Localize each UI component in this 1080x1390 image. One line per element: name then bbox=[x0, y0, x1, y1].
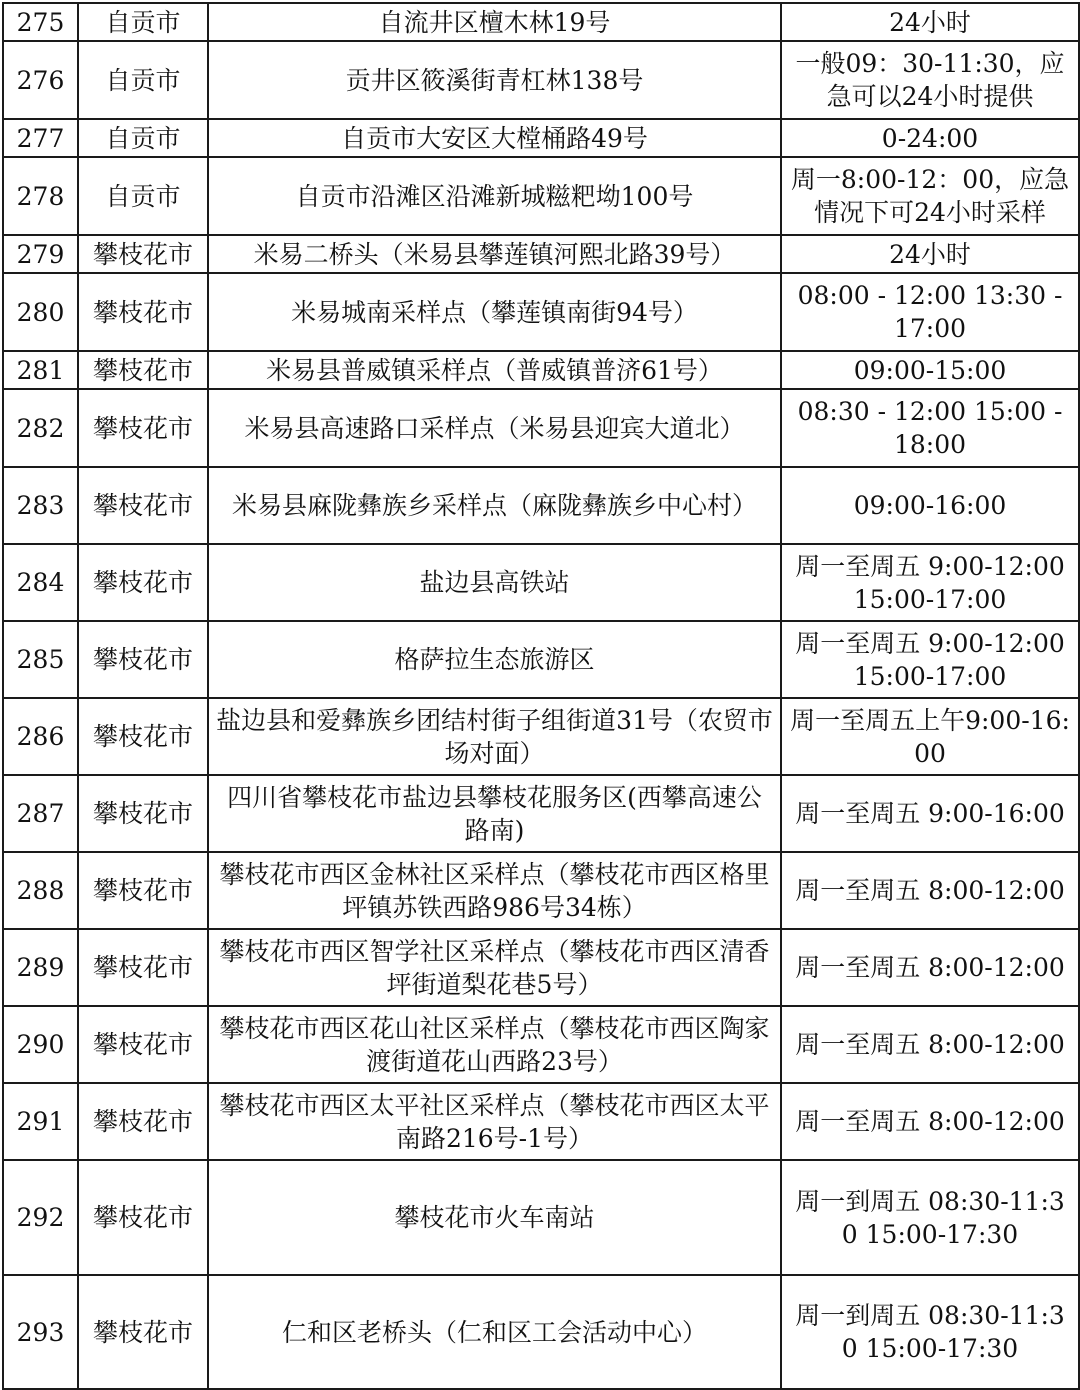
row-city: 自贡市 bbox=[78, 157, 208, 235]
row-hours: 周一至周五 8:00-12:00 bbox=[781, 929, 1079, 1006]
row-address: 攀枝花市火车南站 bbox=[208, 1160, 781, 1275]
table-row bbox=[3, 235, 1079, 273]
row-city: 攀枝花市 bbox=[78, 389, 208, 467]
row-number: 292 bbox=[3, 1160, 78, 1275]
row-city: 攀枝花市 bbox=[78, 775, 208, 852]
row-address: 贡井区筱溪街青杠林138号 bbox=[208, 41, 781, 119]
row-hours: 0-24:00 bbox=[781, 119, 1079, 157]
row-address: 盐边县高铁站 bbox=[208, 544, 781, 621]
table-row bbox=[3, 698, 1079, 775]
row-hours: 24小时 bbox=[781, 3, 1079, 41]
row-address: 米易县高速路口采样点（米易县迎宾大道北） bbox=[208, 389, 781, 467]
row-address: 四川省攀枝花市盐边县攀枝花服务区(西攀高速公路南) bbox=[208, 775, 781, 852]
row-number: 280 bbox=[3, 273, 78, 351]
row-city: 自贡市 bbox=[78, 3, 208, 41]
table-row bbox=[3, 852, 1079, 929]
row-city: 自贡市 bbox=[78, 119, 208, 157]
row-city: 自贡市 bbox=[78, 41, 208, 119]
row-number: 293 bbox=[3, 1275, 78, 1389]
row-number: 288 bbox=[3, 852, 78, 929]
sampling-sites-table bbox=[2, 2, 1080, 1390]
row-number: 282 bbox=[3, 389, 78, 467]
row-hours: 24小时 bbox=[781, 235, 1079, 273]
row-number: 285 bbox=[3, 621, 78, 698]
row-number: 290 bbox=[3, 1006, 78, 1083]
row-city: 攀枝花市 bbox=[78, 273, 208, 351]
row-city: 攀枝花市 bbox=[78, 1275, 208, 1389]
row-number: 279 bbox=[3, 235, 78, 273]
row-number: 275 bbox=[3, 3, 78, 41]
row-address: 攀枝花市西区花山社区采样点（攀枝花市西区陶家渡街道花山西路23号） bbox=[208, 1006, 781, 1083]
row-hours: 周一到周五 08:30-11:30 15:00-17:30 bbox=[781, 1160, 1079, 1275]
row-city: 攀枝花市 bbox=[78, 621, 208, 698]
row-number: 278 bbox=[3, 157, 78, 235]
row-address: 米易城南采样点（攀莲镇南街94号） bbox=[208, 273, 781, 351]
table-body bbox=[3, 3, 1079, 1389]
row-address: 盐边县和爱彝族乡团结村街子组街道31号（农贸市场对面） bbox=[208, 698, 781, 775]
row-hours: 09:00-15:00 bbox=[781, 351, 1079, 389]
table-row bbox=[3, 3, 1079, 41]
row-hours: 周一到周五 08:30-11:30 15:00-17:30 bbox=[781, 1275, 1079, 1389]
row-hours: 09:00-16:00 bbox=[781, 467, 1079, 544]
row-hours: 周一至周五 9:00-12:00 15:00-17:00 bbox=[781, 544, 1079, 621]
table-row bbox=[3, 1275, 1079, 1389]
row-address: 米易县麻陇彝族乡采样点（麻陇彝族乡中心村） bbox=[208, 467, 781, 544]
row-hours: 周一至周五 8:00-12:00 bbox=[781, 1006, 1079, 1083]
row-hours: 周一至周五 8:00-12:00 bbox=[781, 852, 1079, 929]
table-row bbox=[3, 351, 1079, 389]
table-row bbox=[3, 467, 1079, 544]
row-address: 米易二桥头（米易县攀莲镇河熙北路39号） bbox=[208, 235, 781, 273]
row-city: 攀枝花市 bbox=[78, 235, 208, 273]
row-city: 攀枝花市 bbox=[78, 1083, 208, 1160]
row-address: 自流井区檀木林19号 bbox=[208, 3, 781, 41]
row-hours: 周一至周五 9:00-16:00 bbox=[781, 775, 1079, 852]
row-number: 287 bbox=[3, 775, 78, 852]
row-hours: 周一至周五 8:00-12:00 bbox=[781, 1083, 1079, 1160]
table-row bbox=[3, 1083, 1079, 1160]
row-number: 276 bbox=[3, 41, 78, 119]
row-hours: 周一至周五 9:00-12:00 15:00-17:00 bbox=[781, 621, 1079, 698]
row-hours: 08:00 - 12:00 13:30 - 17:00 bbox=[781, 273, 1079, 351]
row-number: 286 bbox=[3, 698, 78, 775]
row-address: 攀枝花市西区太平社区采样点（攀枝花市西区太平南路216号-1号） bbox=[208, 1083, 781, 1160]
table-row bbox=[3, 775, 1079, 852]
table-row bbox=[3, 119, 1079, 157]
row-city: 攀枝花市 bbox=[78, 351, 208, 389]
row-hours: 08:30 - 12:00 15:00 - 18:00 bbox=[781, 389, 1079, 467]
table-row bbox=[3, 273, 1079, 351]
row-city: 攀枝花市 bbox=[78, 1160, 208, 1275]
row-city: 攀枝花市 bbox=[78, 467, 208, 544]
table-row bbox=[3, 929, 1079, 1006]
row-number: 283 bbox=[3, 467, 78, 544]
row-address: 攀枝花市西区智学社区采样点（攀枝花市西区清香坪街道梨花巷5号） bbox=[208, 929, 781, 1006]
row-address: 自贡市大安区大樘桶路49号 bbox=[208, 119, 781, 157]
table-row bbox=[3, 544, 1079, 621]
row-city: 攀枝花市 bbox=[78, 852, 208, 929]
table-row bbox=[3, 41, 1079, 119]
table-row bbox=[3, 389, 1079, 467]
row-number: 289 bbox=[3, 929, 78, 1006]
row-number: 277 bbox=[3, 119, 78, 157]
table-row bbox=[3, 621, 1079, 698]
row-city: 攀枝花市 bbox=[78, 544, 208, 621]
row-address: 自贡市沿滩区沿滩新城糍粑坳100号 bbox=[208, 157, 781, 235]
row-city: 攀枝花市 bbox=[78, 929, 208, 1006]
row-address: 格萨拉生态旅游区 bbox=[208, 621, 781, 698]
row-number: 291 bbox=[3, 1083, 78, 1160]
table-row bbox=[3, 1160, 1079, 1275]
row-hours: 周一至周五上午9:00-16:00 bbox=[781, 698, 1079, 775]
row-address: 米易县普威镇采样点（普威镇普济61号） bbox=[208, 351, 781, 389]
table-row bbox=[3, 1006, 1079, 1083]
row-city: 攀枝花市 bbox=[78, 698, 208, 775]
row-number: 284 bbox=[3, 544, 78, 621]
row-city: 攀枝花市 bbox=[78, 1006, 208, 1083]
row-address: 仁和区老桥头（仁和区工会活动中心） bbox=[208, 1275, 781, 1389]
row-hours: 周一8:00-12：00，应急情况下可24小时采样 bbox=[781, 157, 1079, 235]
row-number: 281 bbox=[3, 351, 78, 389]
row-hours: 一般09：30-11:30，应急可以24小时提供 bbox=[781, 41, 1079, 119]
table-row bbox=[3, 157, 1079, 235]
row-address: 攀枝花市西区金林社区采样点（攀枝花市西区格里坪镇苏铁西路986号34栋） bbox=[208, 852, 781, 929]
